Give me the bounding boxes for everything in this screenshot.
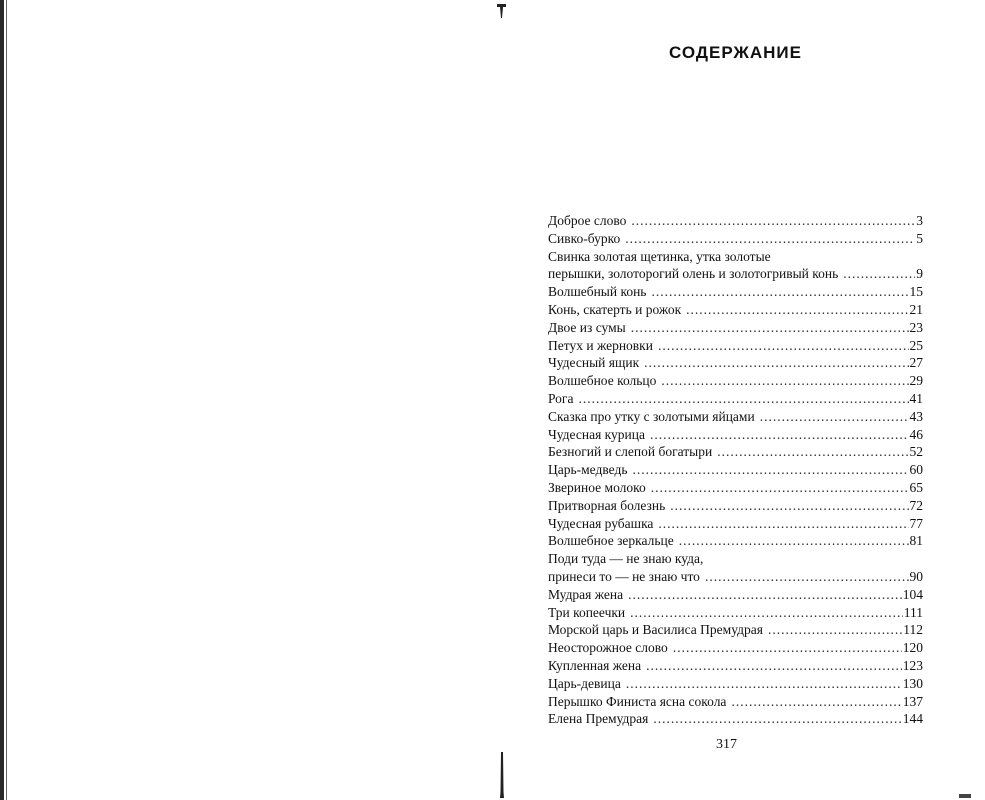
table-of-contents — [548, 212, 923, 728]
dot-leader — [650, 426, 909, 444]
toc-entry-page: 77 — [909, 515, 923, 531]
toc-entry-page: 29 — [909, 373, 923, 389]
toc-entry-title: Волшебное зеркальце — [548, 533, 674, 549]
toc-entry — [548, 710, 923, 728]
page-edge-line — [6, 0, 7, 800]
toc-entry-page: 5 — [916, 230, 923, 246]
toc-entry-page: 27 — [909, 355, 923, 371]
toc-entry-title: принеси то — не знаю что — [548, 568, 700, 584]
dot-leader — [686, 301, 908, 319]
dot-leader — [768, 621, 902, 639]
toc-entry — [548, 532, 923, 550]
toc-entry-title: Притворная болезнь — [548, 497, 666, 513]
toc-entry — [548, 337, 923, 355]
toc-entry-title: Чудесная курица — [548, 426, 645, 442]
toc-entry — [548, 568, 923, 586]
toc-entry-page: 104 — [902, 586, 923, 602]
dot-leader — [653, 710, 901, 728]
page-edge-shadow — [0, 0, 4, 800]
toc-entry-title: Сивко-бурко — [548, 230, 621, 246]
dot-leader — [731, 693, 901, 711]
dot-leader — [843, 265, 915, 283]
toc-entry-page: 123 — [902, 657, 923, 673]
dot-leader — [717, 443, 908, 461]
toc-entry-title: Царь-медведь — [548, 462, 628, 478]
dot-leader — [625, 230, 915, 248]
toc-entry — [548, 212, 923, 230]
dot-leader — [631, 212, 915, 230]
page-title: СОДЕРЖАНИЕ — [669, 43, 802, 62]
toc-entry-title: Безногий и слепой богатыри — [548, 444, 713, 460]
toc-entry-title: перышки, золоторогий олень и золотогривый конь — [548, 266, 839, 282]
toc-entry-title: Волшебный конь — [548, 284, 647, 300]
toc-entry-page: 21 — [909, 301, 923, 317]
toc-entry — [548, 675, 923, 693]
dot-leader — [651, 479, 909, 497]
toc-entry-page: 120 — [902, 640, 923, 656]
toc-entry — [548, 693, 923, 711]
toc-entry-page: 137 — [902, 693, 923, 709]
toc-entry-page: 112 — [903, 622, 923, 638]
toc-entry — [548, 479, 923, 497]
toc-entry-page: 130 — [902, 675, 923, 691]
toc-entry-title: Звериное молоко — [548, 479, 646, 495]
toc-entry-page: 25 — [909, 337, 923, 353]
toc-entry — [548, 657, 923, 675]
toc-entry — [548, 372, 923, 390]
toc-entry-page: 90 — [909, 568, 923, 584]
toc-entry — [548, 497, 923, 515]
dot-leader — [633, 461, 909, 479]
dot-leader — [705, 568, 909, 586]
corner-mark — [959, 794, 971, 798]
toc-entry — [548, 301, 923, 319]
gutter-mark-bottom — [500, 752, 504, 798]
toc-entry — [548, 604, 923, 622]
toc-entry-title: Царь-девица — [548, 675, 621, 691]
toc-entry — [548, 515, 923, 533]
toc-entry-page: 81 — [909, 533, 923, 549]
dot-leader — [631, 319, 909, 337]
dot-leader — [644, 354, 908, 372]
toc-entry-title: Морской царь и Василиса Премудрая — [548, 622, 763, 638]
toc-entry-title: Свинка золотая щетинка, утка золотые — [548, 248, 771, 264]
toc-entry — [548, 426, 923, 444]
toc-entry — [548, 319, 923, 337]
toc-entry-page: 41 — [909, 390, 923, 406]
dot-leader — [679, 532, 909, 550]
dot-leader — [628, 586, 902, 604]
toc-entry-title: Чудесная рубашка — [548, 515, 654, 531]
dot-leader — [651, 283, 908, 301]
toc-entry-page: 23 — [909, 319, 923, 335]
toc-entry-title: Елена Премудрая — [548, 711, 649, 727]
toc-entry-page: 46 — [909, 426, 923, 442]
toc-entry-title: Мудрая жена — [548, 586, 624, 602]
toc-entry-page: 111 — [903, 604, 923, 620]
toc-entry-page: 60 — [909, 462, 923, 478]
dot-leader — [626, 675, 902, 693]
toc-entry — [548, 390, 923, 408]
toc-entry-page: 65 — [909, 479, 923, 495]
dot-leader — [673, 639, 902, 657]
dot-leader — [661, 372, 908, 390]
dot-leader — [578, 390, 908, 408]
toc-entry-title: Сказка про утку с золотыми яйцами — [548, 408, 755, 424]
dot-leader — [630, 604, 903, 622]
dot-leader — [670, 497, 908, 515]
toc-entry — [548, 639, 923, 657]
toc-entry-page: 52 — [909, 444, 923, 460]
toc-entry-page: 72 — [909, 497, 923, 513]
gutter-mark-top — [497, 4, 506, 18]
toc-entry-title: Купленная жена — [548, 657, 642, 673]
dot-leader — [658, 337, 909, 355]
toc-entry — [548, 586, 923, 604]
toc-entry-page: 3 — [916, 213, 923, 228]
toc-entry-page: 43 — [909, 408, 923, 424]
toc-entry-title: Чудесный ящик — [548, 355, 640, 371]
toc-entry-page: 9 — [916, 266, 923, 282]
toc-entry — [548, 354, 923, 372]
toc-entry-title: Рога — [548, 390, 574, 406]
toc-entry-title: Волшебное кольцо — [548, 373, 657, 389]
toc-entry — [548, 550, 923, 568]
toc-entry — [548, 408, 923, 426]
toc-entry-title: Доброе слово — [548, 213, 627, 228]
toc-entry — [548, 461, 923, 479]
toc-entry — [548, 265, 923, 283]
toc-entry-page: 144 — [902, 711, 923, 727]
toc-entry-title: Петух и жерновки — [548, 337, 653, 353]
toc-entry-title: Конь, скатерть и рожок — [548, 301, 682, 317]
page-number: 317 — [716, 737, 737, 752]
toc-entry-title: Поди туда — не знаю куда, — [548, 551, 704, 567]
toc-entry — [548, 248, 923, 266]
dot-leader — [658, 515, 908, 533]
dot-leader — [760, 408, 909, 426]
dot-leader — [646, 657, 902, 675]
toc-entry-title: Перышко Финиста ясна сокола — [548, 693, 727, 709]
toc-entry — [548, 443, 923, 461]
toc-entry-title: Три копеечки — [548, 604, 626, 620]
toc-entry-title: Двое из сумы — [548, 319, 626, 335]
toc-entry — [548, 283, 923, 301]
toc-entry-page: 15 — [909, 284, 923, 300]
toc-entry-title: Неосторожное слово — [548, 640, 668, 656]
toc-entry — [548, 230, 923, 248]
toc-entry — [548, 621, 923, 639]
